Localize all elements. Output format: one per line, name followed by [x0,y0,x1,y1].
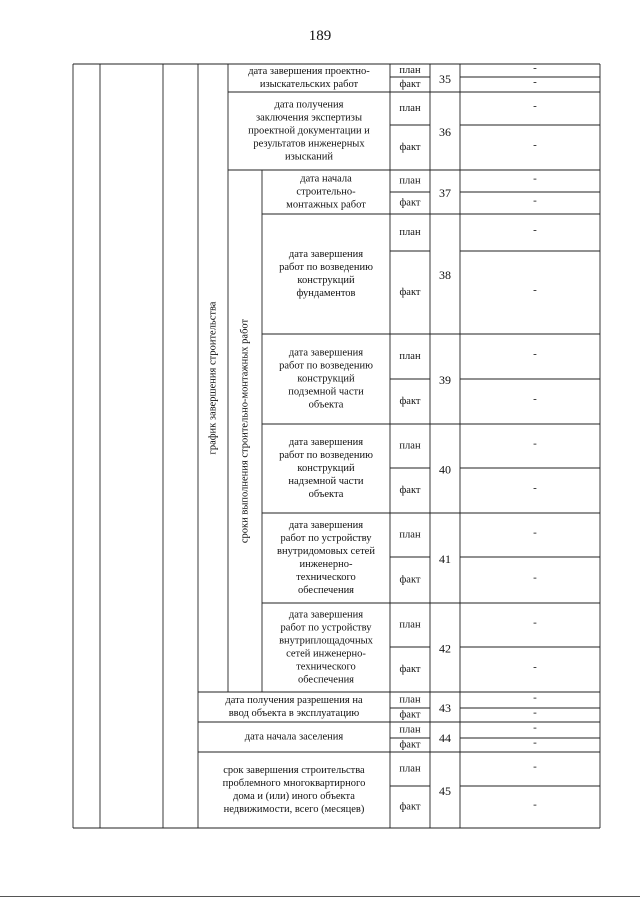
fact-label: факт [399,78,421,90]
row-label-line: дома и (или) иного объекта [233,790,355,802]
plan-label: план [399,350,421,362]
plan-value: - [533,62,537,75]
row-label-line: недвижимости, всего (месяцев) [223,803,365,815]
row-label-line: изысканий [285,151,333,163]
fact-label: факт [399,395,421,407]
row-number: 36 [439,124,451,139]
row-label-line: дата завершения [288,347,364,359]
row-label-line: конструкций [297,274,355,286]
row-label-line: работ по возведению [279,449,373,461]
fact-value: - [533,194,537,207]
row-number: 35 [439,71,451,86]
row-number: 45 [439,783,451,798]
row-label-line: ввод объекта в эксплуатацию [228,707,360,719]
fact-label: факт [399,709,421,721]
row-label-line: сетей инженерно- [286,648,366,660]
plan-label: план [399,724,421,736]
row-number: 42 [439,641,451,656]
row-label-line: проблемного многоквартирного [222,777,366,789]
row-label-line: обеспечения [297,674,355,686]
row-label-line: объекта [308,488,344,500]
plan-value: - [533,172,537,185]
fact-label: факт [399,739,421,751]
row-label-line: дата начала [300,173,352,185]
fact-label: факт [399,197,421,209]
page-number: 189 [308,28,332,44]
bottom-rule [0,896,640,897]
row-label-line: конструкций [297,373,355,385]
plan-label: план [399,694,421,706]
plan-label: план [399,64,421,76]
table-text [207,62,537,815]
plan-value: - [533,691,537,704]
row-number: 40 [439,462,451,477]
fact-value: - [533,393,537,406]
row-number: 37 [439,185,451,200]
row-label-line: срок завершения строительства [223,764,365,776]
row-label-line: инженерно- [299,558,353,570]
row-label-line: объекта [308,399,344,411]
plan-value: - [533,721,537,734]
fact-value: - [533,661,537,674]
row-label-line: заключения экспертизы [255,112,363,124]
row-label-line: фундаментов [296,287,356,299]
row-label-line: дата начала заселения [244,731,344,743]
plan-label: план [399,102,421,114]
fact-value: - [533,139,537,152]
fact-label: факт [399,801,421,813]
row-number: 39 [439,372,451,387]
fact-label: факт [399,141,421,153]
row-label-line: работ по возведению [279,261,373,273]
plan-label: план [399,440,421,452]
fact-label: факт [399,574,421,586]
fact-label: факт [399,484,421,496]
plan-label: план [399,529,421,541]
fact-label: факт [399,286,421,298]
row-label-line: дата получения [274,99,344,111]
row-label-line: проектной документации и [248,125,370,137]
subsection-label-vertical: сроки выполнения строительно-монтажных работ [239,318,251,544]
row-label-line: работ по возведению [279,360,373,372]
row-label-line: надземной части [288,475,364,487]
plan-value: - [533,224,537,237]
plan-value: - [533,437,537,450]
plan-value: - [533,616,537,629]
row-label-line: технического [296,661,356,673]
row-label-line: технического [296,571,356,583]
plan-label: план [399,175,421,187]
fact-value: - [533,482,537,495]
plan-value: - [533,760,537,773]
row-label-line: внутриплощадочных [279,635,373,647]
row-label-line: обеспечения [297,584,355,596]
row-number: 38 [439,267,451,282]
fact-value: - [533,798,537,811]
row-label-line: внутридомовых сетей [277,545,375,557]
plan-label: план [399,619,421,631]
fact-value: - [533,706,537,719]
row-label-line: дата получения разрешения на [225,694,363,706]
row-label-line: дата завершения проектно- [248,65,370,77]
row-label-line: дата завершения [288,436,364,448]
row-label-line: изыскательских работ [259,78,359,90]
section-label-vertical: график завершения строительства [207,301,219,455]
row-label-line: работ по устройству [280,532,372,544]
row-label-line: дата завершения [288,248,364,260]
row-label-line: работ по устройству [280,622,372,634]
fact-value: - [533,736,537,749]
row-number: 43 [439,700,451,715]
plan-value: - [533,526,537,539]
row-label-line: строительно- [296,186,356,198]
row-number: 44 [439,730,451,745]
fact-value: - [533,284,537,297]
row-label-line: результатов инженерных [253,138,365,150]
row-label-line: монтажных работ [286,199,366,211]
plan-value: - [533,348,537,361]
row-label-line: подземной части [288,386,364,398]
fact-label: факт [399,663,421,675]
plan-label: план [399,763,421,775]
fact-value: - [533,76,537,89]
row-number: 41 [439,551,451,566]
row-label-line: дата завершения [288,519,364,531]
row-label-line: дата завершения [288,609,364,621]
fact-value: - [533,571,537,584]
plan-value: - [533,100,537,113]
row-label-line: конструкций [297,462,355,474]
plan-label: план [399,226,421,238]
